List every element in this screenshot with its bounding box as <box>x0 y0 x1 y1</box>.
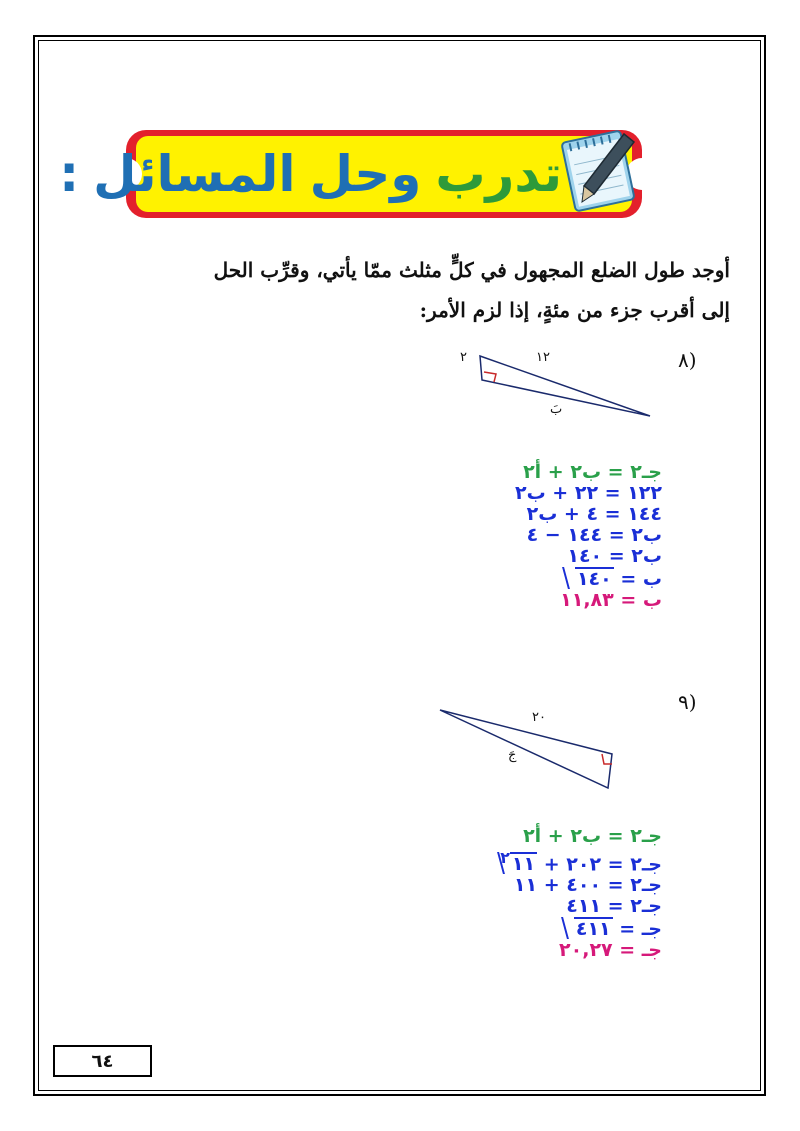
square-root: ٤١١ <box>575 918 611 941</box>
side-label-long: ٢٠ <box>532 710 546 725</box>
solution-step: جـ٢ = ٤٠٠ + ١١ <box>513 874 662 897</box>
problem-9-figure <box>436 698 666 798</box>
triangle-8 <box>450 350 660 430</box>
instructions-line-2: إلى أقرب جزء من مئةٍ، إذا لزم الأمر: <box>419 298 730 322</box>
problem-8-figure <box>450 350 660 430</box>
solution-step: ب٢ = ١٤٠ <box>567 545 662 567</box>
problem-9-number: (٩ <box>678 690 697 714</box>
banner-colon: : <box>59 145 80 203</box>
solution-step-lhs: ب = <box>613 568 662 590</box>
solution-result: جـ = ٢٠,٢٧ <box>559 939 662 962</box>
triangle-9 <box>436 698 666 798</box>
section-banner <box>59 130 642 218</box>
square-root: ١١ <box>511 853 536 876</box>
solution-step <box>500 847 662 875</box>
solution-step: جـ٢ = ب٢ + أ٢ <box>523 825 662 847</box>
solution-step <box>500 917 662 940</box>
square-root: ١٤٠ <box>576 568 612 590</box>
solution-step: جـ٢ = ٤١١ <box>566 895 662 918</box>
banner-word-1: تدرب <box>435 145 562 203</box>
exponent: ٢ <box>500 848 510 867</box>
solution-step: ١٢٢ = ٢٢ + ب٢ <box>514 482 662 504</box>
solution-step: ب٢ = ١٤٤ − ٤ <box>526 524 662 546</box>
side-label-hypotenuse: ١٢ <box>536 350 550 365</box>
problem-9-solution <box>500 826 662 961</box>
solution-step: جـ٢ = ب٢ + أ٢ <box>523 461 662 483</box>
banner-word-2: وحل <box>309 145 422 203</box>
problem-8-number: (٨ <box>678 348 697 372</box>
side-label-unknown: بَ <box>550 402 563 417</box>
solution-step <box>515 567 662 590</box>
solution-step: ١٤٤ = ٤ + ب٢ <box>526 503 662 525</box>
side-label-unknown: جَ <box>508 748 517 763</box>
banner-title <box>59 134 562 214</box>
banner-word-3: المسائل <box>93 145 296 203</box>
problem-8-solution <box>515 462 662 611</box>
notepad-pen-icon <box>554 122 650 218</box>
page-number: ٦٤ <box>53 1045 152 1077</box>
instructions-line-1: أوجد طول الضلع المجهول في كلٍّ مثلث ممّا يأتي، وقرِّب الحل <box>213 258 730 282</box>
solution-step-lhs: جـ = <box>612 918 662 941</box>
solution-result: ب = ١١,٨٣ <box>560 589 662 611</box>
side-label-short: ٢ <box>460 350 467 365</box>
solution-step-lhs: جـ٢ = ٢٠٢ + <box>537 853 662 876</box>
